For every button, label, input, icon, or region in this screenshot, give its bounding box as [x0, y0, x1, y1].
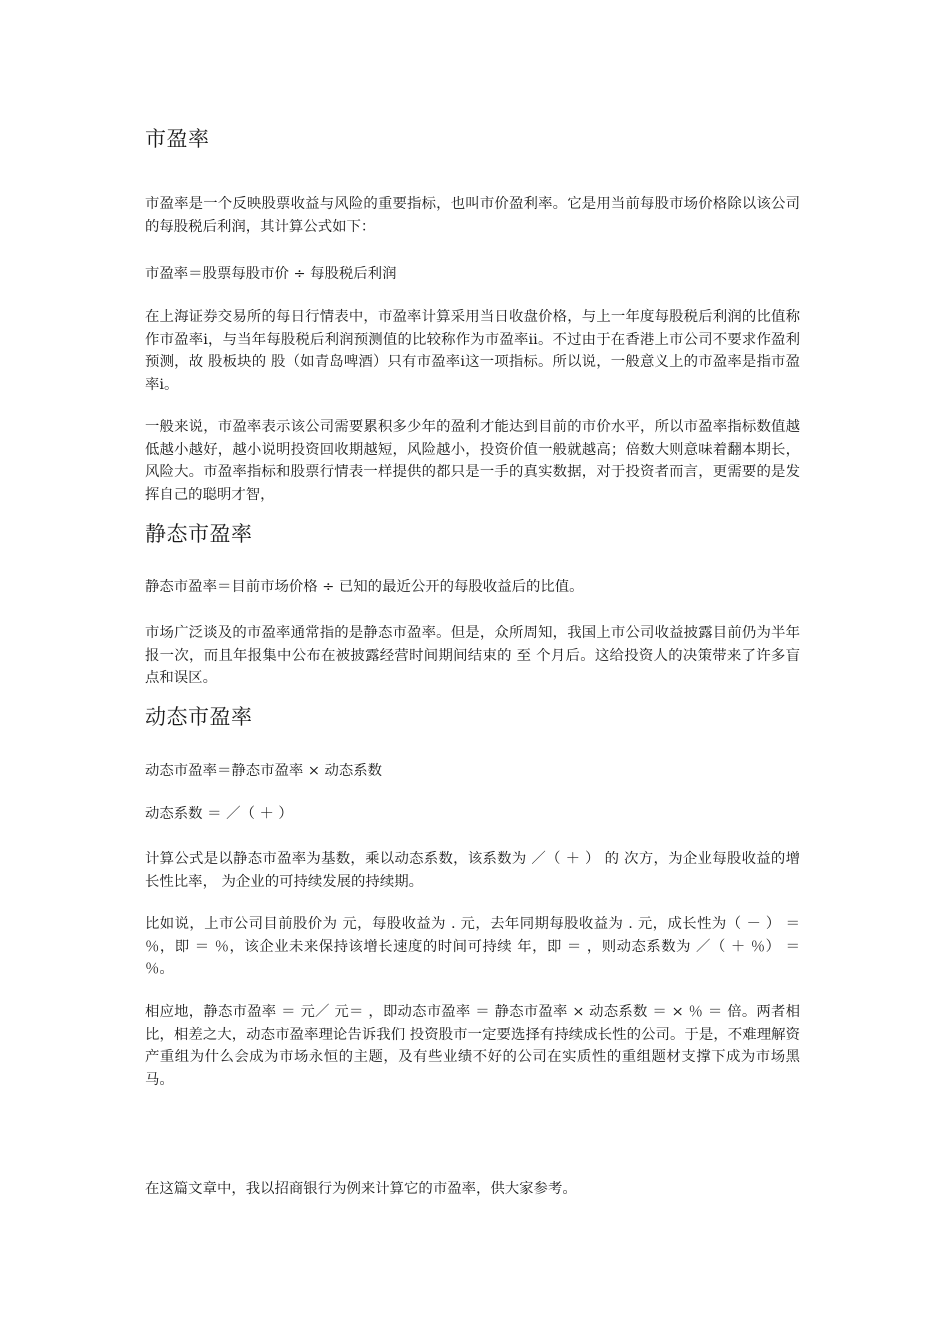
example-paragraph: 比如说，上市公司目前股价为 元，每股收益为 . 元，去年同期每股收益为 . 元，成长性为（ － ） ＝ ％，即 ＝ ％，该企业未来保持该增长速度的时间可持续 年，即 ＝ ，则动态系数为 ／（ ＋ ％） ＝ ％。 — [145, 916, 800, 977]
intro-paragraph: 市盈率是一个反映股票收益与风险的重要指标，也叫市价盈利率。它是用当前每股市场价格除以该公司的每股税后利润，其计算公式如下： — [145, 196, 800, 235]
accordingly-paragraph: 相应地，静态市盈率 ＝ 元／ 元＝ ，即动态市盈率 ＝ 静态市盈率 × 动态系数 ＝ × ％ ＝ 倍。两者相比，相差之大，动态市盈率理论告诉我们 投资股市一定要选择有持续成长性的公司。于是，不难理解资产重组为什么会成为市场永恒的主题，及有些业绩不好的公司在实质性的重组题材支撑下成为市场黑马。 — [145, 1004, 800, 1088]
dynamic-coefficient-formula: 动态系数 ＝ ／（ ＋ ） — [145, 806, 293, 822]
dynamic-pe-formula: 动态市盈率＝静态市盈率 × 动态系数 — [145, 763, 383, 779]
pe-formula: 市盈率＝股票每股市价 ÷ 每股税后利润 — [145, 266, 397, 282]
static-pe-paragraph: 市场广泛谈及的市盈率通常指的是静态市盈率。但是，众所周知，我国上市公司收益披露目前仍为半年报一次，而且年报集中公布在被披露经营时间期间结束的 至 个月后。这给投资人的决策带来了许多盲点和误区。 — [145, 625, 800, 686]
main-title: 市盈率 — [145, 127, 210, 151]
general-paragraph: 一般来说，市盈率表示该公司需要累积多少年的盈利才能达到目前的市价水平，所以市盈率指标数值越低越小越好，越小说明投资回收期越短，风险越小，投资价值一般就越高；倍数大则意味着翻本期长，风险大。市盈率指标和股票行情表一样提供的都只是一手的真实数据，对于投资者而言，更需要的是发挥自己的聪明才智， — [145, 419, 800, 503]
dynamic-pe-title: 动态市盈率 — [145, 705, 253, 729]
shanghai-paragraph: 在上海证券交易所的每日行情表中，市盈率计算采用当日收盘价格，与上一年度每股税后利润的比值称作市盈率ⅰ，与当年每股税后利润预测值的比较称作为市盈率ⅱ。不过由于在香港上市公司不要求作盈利预测，故 股板块的 股（如青岛啤酒）只有市盈率ⅰ这一项指标。所以说，一般意义上的市盈率是指市盈率ⅰ。 — [145, 309, 800, 393]
closing-line: 在这篇文章中，我以招商银行为例来计算它的市盈率，供大家参考。 — [145, 1181, 577, 1197]
static-pe-title: 静态市盈率 — [145, 522, 253, 546]
static-pe-formula: 静态市盈率＝目前市场价格 ÷ 已知的最近公开的每股收益后的比值。 — [145, 579, 584, 595]
calc-explanation-paragraph: 计算公式是以静态市盈率为基数，乘以动态系数，该系数为 ／（ ＋ ） 的 次方，为企业每股收益的增长性比率， 为企业的可持续发展的持续期。 — [145, 851, 800, 890]
